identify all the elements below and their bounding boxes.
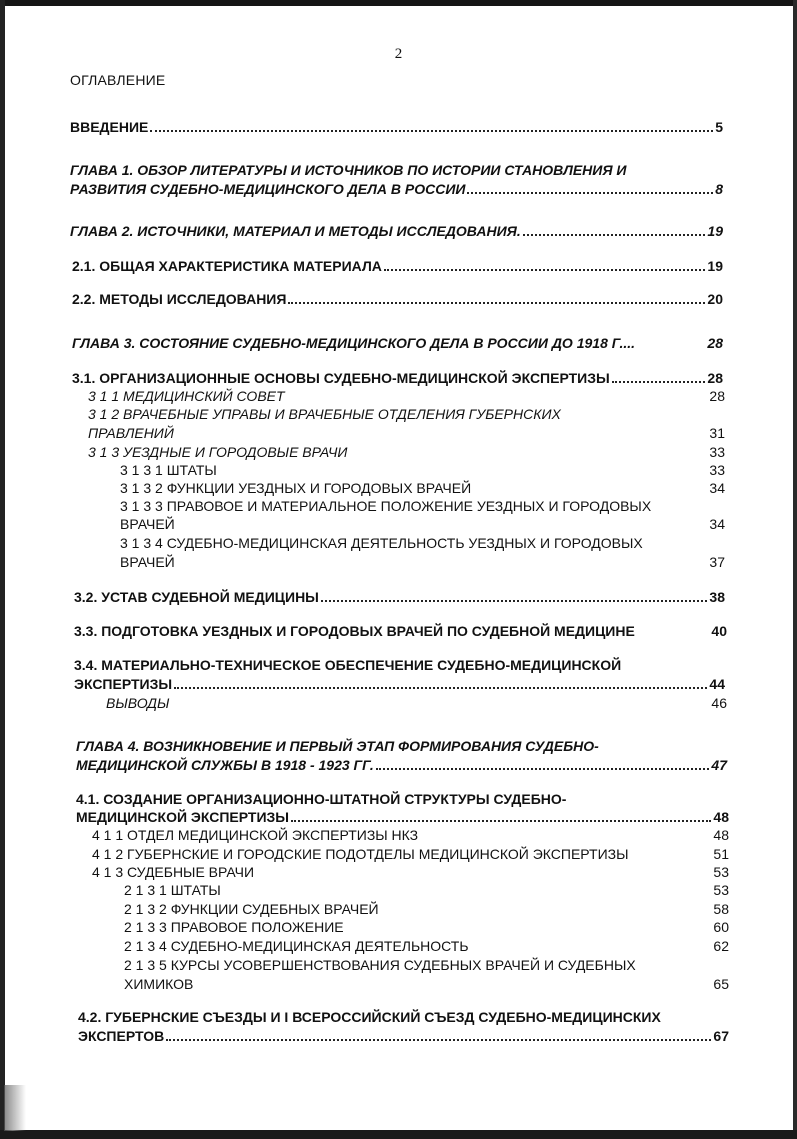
dot-leader bbox=[523, 234, 706, 236]
page-number: 2 bbox=[394, 46, 403, 62]
toc-subsection-3-1-3 bbox=[88, 443, 725, 461]
toc-entry-title: ЭКСПЕРТИЗЫ bbox=[74, 676, 173, 692]
dot-leader bbox=[150, 130, 713, 132]
toc-subsection-4-1-1 bbox=[92, 826, 729, 844]
toc-entry-page: 53 bbox=[713, 864, 729, 880]
toc-entry-title: МЕДИЦИНСКОЙ ЭКСПЕРТИЗЫ bbox=[76, 809, 290, 825]
toc-entry-title: 3 1 3 2 ФУНКЦИИ УЕЗДНЫХ И ГОРОДОВЫХ ВРАЧЕЙ bbox=[120, 480, 472, 496]
toc-entry-title: 4 1 2 ГУБЕРНСКИЕ И ГОРОДСКИЕ ПОДОТДЕЛЫ МЕДИЦИНСКОЙ ЭКСПЕРТИЗЫ bbox=[92, 846, 629, 862]
toc-item-2-1-3-4 bbox=[124, 937, 729, 955]
toc-section-3-4 bbox=[74, 675, 725, 693]
toc-subsection-4-1-3 bbox=[92, 863, 729, 881]
toc-entry-page: 8 bbox=[715, 181, 723, 197]
toc-heading: ОГЛАВЛЕНИЕ bbox=[70, 72, 166, 88]
toc-chapter-4-line1: ГЛАВА 4. ВОЗНИКНОВЕНИЕ И ПЕРВЫЙ ЭТАП ФОРМИРОВАНИЯ СУДЕБНО- bbox=[76, 738, 599, 754]
toc-entry-page: 60 bbox=[713, 919, 729, 935]
toc-entry-page: 38 bbox=[709, 589, 725, 605]
toc-chapter-2 bbox=[70, 222, 723, 240]
toc-entry-page: 34 bbox=[709, 480, 725, 496]
toc-entry-page: 48 bbox=[713, 809, 729, 825]
toc-item-2-1-3-1 bbox=[124, 881, 729, 899]
dot-leader bbox=[288, 302, 705, 304]
scan-border-top bbox=[0, 0, 797, 6]
toc-entry-page: 37 bbox=[709, 554, 725, 570]
toc-item-3-1-3-3-line1: 3 1 3 3 ПРАВОВОЕ И МАТЕРИАЛЬНОЕ ПОЛОЖЕНИЕ УЕЗДНЫХ И ГОРОДОВЫХ bbox=[120, 498, 652, 514]
toc-item-3-1-3-2 bbox=[120, 479, 725, 497]
toc-entry-page: 53 bbox=[713, 882, 729, 898]
toc-entry-page: 40 bbox=[711, 623, 727, 639]
toc-chapter-4 bbox=[76, 756, 727, 774]
toc-entry-title: ГЛАВА 3. СОСТОЯНИЕ СУДЕБНО-МЕДИЦИНСКОГО ДЕЛА В РОССИИ ДО 1918 Г.... bbox=[72, 335, 636, 351]
toc-entry-page: 31 bbox=[709, 425, 725, 441]
toc-entry-title: 3 1 3 1 ШТАТЫ bbox=[120, 462, 217, 478]
toc-entry-title: МЕДИЦИНСКОЙ СЛУЖБЫ В 1918 - 1923 ГГ. bbox=[76, 757, 374, 773]
toc-section-2-1 bbox=[72, 257, 723, 275]
scan-border-right bbox=[793, 0, 797, 1139]
toc-entry-title: 3.3. ПОДГОТОВКА УЕЗДНЫХ И ГОРОДОВЫХ ВРАЧЕЙ ПО СУДЕБНОЙ МЕДИЦИНЕ bbox=[74, 623, 635, 639]
toc-entry-page: 28 bbox=[709, 388, 725, 404]
dot-leader bbox=[321, 600, 708, 602]
toc-entry-title: 2 1 3 3 ПРАВОВОЕ ПОЛОЖЕНИЕ bbox=[124, 919, 344, 935]
toc-entry-title: ПРАВЛЕНИЙ bbox=[88, 425, 174, 441]
toc-entry-title: 4 1 1 ОТДЕЛ МЕДИЦИНСКОЙ ЭКСПЕРТИЗЫ НКЗ bbox=[92, 827, 419, 843]
toc-section-3-1 bbox=[72, 369, 723, 387]
toc-entry-title: 3 1 1 МЕДИЦИНСКИЙ СОВЕТ bbox=[88, 388, 285, 404]
dot-leader bbox=[174, 687, 707, 689]
toc-entry-title: 3 1 3 УЕЗДНЫЕ И ГОРОДОВЫЕ ВРАЧИ bbox=[88, 444, 348, 460]
toc-entry-title: 2 1 3 4 СУДЕБНО-МЕДИЦИНСКАЯ ДЕЯТЕЛЬНОСТЬ bbox=[124, 938, 469, 954]
toc-entry-title: 2 1 3 1 ШТАТЫ bbox=[124, 882, 221, 898]
toc-entry-page: 48 bbox=[713, 827, 729, 843]
toc-entry-title: ВВЕДЕНИЕ bbox=[70, 119, 149, 135]
toc-entry-page: 33 bbox=[709, 462, 725, 478]
toc-entry-page: 47 bbox=[711, 757, 727, 773]
toc-entry-title: 4 1 3 СУДЕБНЫЕ ВРАЧИ bbox=[92, 864, 255, 880]
toc-entry-title: ГЛАВА 2. ИСТОЧНИКИ, МАТЕРИАЛ И МЕТОДЫ ИССЛЕДОВАНИЯ. bbox=[70, 223, 521, 239]
toc-subsection-3-1-2-line1: 3 1 2 ВРАЧЕБНЫЕ УПРАВЫ И ВРАЧЕБНЫЕ ОТДЕЛЕНИЯ ГУБЕРНСКИХ bbox=[88, 406, 561, 422]
toc-item-3-1-3-3 bbox=[120, 515, 725, 533]
toc-chapter-1-line1: ГЛАВА 1. ОБЗОР ЛИТЕРАТУРЫ И ИСТОЧНИКОВ ПО ИСТОРИИ СТАНОВЛЕНИЯ И bbox=[70, 162, 627, 178]
toc-entry-page: 58 bbox=[713, 901, 729, 917]
dot-leader bbox=[467, 192, 713, 194]
toc-entry-title: 2.1. ОБЩАЯ ХАРАКТЕРИСТИКА МАТЕРИАЛА bbox=[72, 258, 382, 274]
scan-border-bottom bbox=[0, 1130, 797, 1139]
toc-entry-page: 62 bbox=[713, 938, 729, 954]
toc-subsection-4-1-2 bbox=[92, 845, 729, 863]
toc-entry-page: 46 bbox=[711, 695, 727, 711]
toc-section-4-1 bbox=[76, 808, 729, 826]
toc-entry-page: 28 bbox=[707, 370, 723, 386]
toc-entry-title: ВРАЧЕЙ bbox=[120, 554, 175, 570]
toc-entry-page: 19 bbox=[707, 258, 723, 274]
toc-entry-title: 2 1 3 2 ФУНКЦИИ СУДЕБНЫХ ВРАЧЕЙ bbox=[124, 901, 379, 917]
toc-item-3-1-3-1 bbox=[120, 461, 725, 479]
toc-entry-intro bbox=[70, 118, 723, 136]
toc-entry-title: ВРАЧЕЙ bbox=[120, 516, 175, 532]
dot-leader bbox=[376, 768, 710, 770]
scan-border-left bbox=[0, 0, 5, 1139]
toc-entry-title: 2.2. МЕТОДЫ ИССЛЕДОВАНИЯ bbox=[72, 291, 287, 307]
toc-item-3-1-3-4 bbox=[120, 553, 725, 571]
toc-item-2-1-3-5-line1: 2 1 3 5 КУРСЫ УСОВЕРШЕНСТВОВАНИЯ СУДЕБНЫХ ВРАЧЕЙ И СУДЕБНЫХ bbox=[124, 957, 636, 973]
toc-chapter-3 bbox=[72, 334, 723, 352]
toc-section-3-4-line1: 3.4. МАТЕРИАЛЬНО-ТЕХНИЧЕСКОЕ ОБЕСПЕЧЕНИЕ СУДЕБНО-МЕДИЦИНСКОЙ bbox=[74, 657, 622, 673]
toc-entry-page: 19 bbox=[707, 223, 723, 239]
toc-section-3-3 bbox=[74, 622, 727, 640]
dot-leader bbox=[384, 269, 706, 271]
dot-leader bbox=[291, 820, 711, 822]
toc-section-4-2-line1: 4.2. ГУБЕРНСКИЕ СЪЕЗДЫ И I ВСЕРОССИЙСКИЙ СЪЕЗД СУДЕБНО-МЕДИЦИНСКИХ bbox=[78, 1009, 661, 1025]
toc-entry-page: 5 bbox=[715, 119, 723, 135]
toc-chapter-1 bbox=[70, 180, 723, 198]
toc-entry-title: ХИМИКОВ bbox=[124, 976, 194, 992]
toc-item-3-1-3-4-line1: 3 1 3 4 СУДЕБНО-МЕДИЦИНСКАЯ ДЕЯТЕЛЬНОСТЬ УЕЗДНЫХ И ГОРОДОВЫХ bbox=[120, 535, 643, 551]
toc-item-2-1-3-2 bbox=[124, 900, 729, 918]
toc-entry-page: 33 bbox=[709, 444, 725, 460]
toc-entry-title: РАЗВИТИЯ СУДЕБНО-МЕДИЦИНСКОГО ДЕЛА В РОССИИ bbox=[70, 181, 466, 197]
toc-entry-page: 67 bbox=[713, 1028, 729, 1044]
toc-subsection-3-1-1 bbox=[88, 387, 725, 405]
toc-section-2-2 bbox=[72, 290, 723, 308]
toc-conclusions bbox=[106, 694, 727, 712]
toc-item-2-1-3-5 bbox=[124, 975, 729, 993]
toc-item-2-1-3-3 bbox=[124, 918, 729, 936]
toc-entry-title: 3.2. УСТАВ СУДЕБНОЙ МЕДИЦИНЫ bbox=[74, 589, 319, 605]
toc-entry-page: 51 bbox=[713, 846, 729, 862]
dot-leader bbox=[612, 381, 706, 383]
toc-subsection-3-1-2 bbox=[88, 424, 725, 442]
toc-entry-title: ВЫВОДЫ bbox=[106, 695, 170, 711]
toc-entry-page: 34 bbox=[709, 516, 725, 532]
toc-entry-page: 28 bbox=[707, 335, 723, 351]
toc-section-4-2 bbox=[78, 1027, 729, 1045]
toc-entry-page: 44 bbox=[709, 676, 725, 692]
toc-entry-page: 20 bbox=[707, 291, 723, 307]
scan-smudge bbox=[4, 1085, 26, 1131]
toc-section-3-2 bbox=[74, 588, 725, 606]
toc-section-4-1-line1: 4.1. СОЗДАНИЕ ОРГАНИЗАЦИОННО-ШТАТНОЙ СТРУКТУРЫ СУДЕБНО- bbox=[76, 791, 567, 807]
toc-entry-page: 65 bbox=[713, 976, 729, 992]
dot-leader bbox=[166, 1039, 711, 1041]
toc-entry-title: ЭКСПЕРТОВ bbox=[78, 1028, 165, 1044]
toc-entry-title: 3.1. ОРГАНИЗАЦИОННЫЕ ОСНОВЫ СУДЕБНО-МЕДИЦИНСКОЙ ЭКСПЕРТИЗЫ bbox=[72, 370, 610, 386]
